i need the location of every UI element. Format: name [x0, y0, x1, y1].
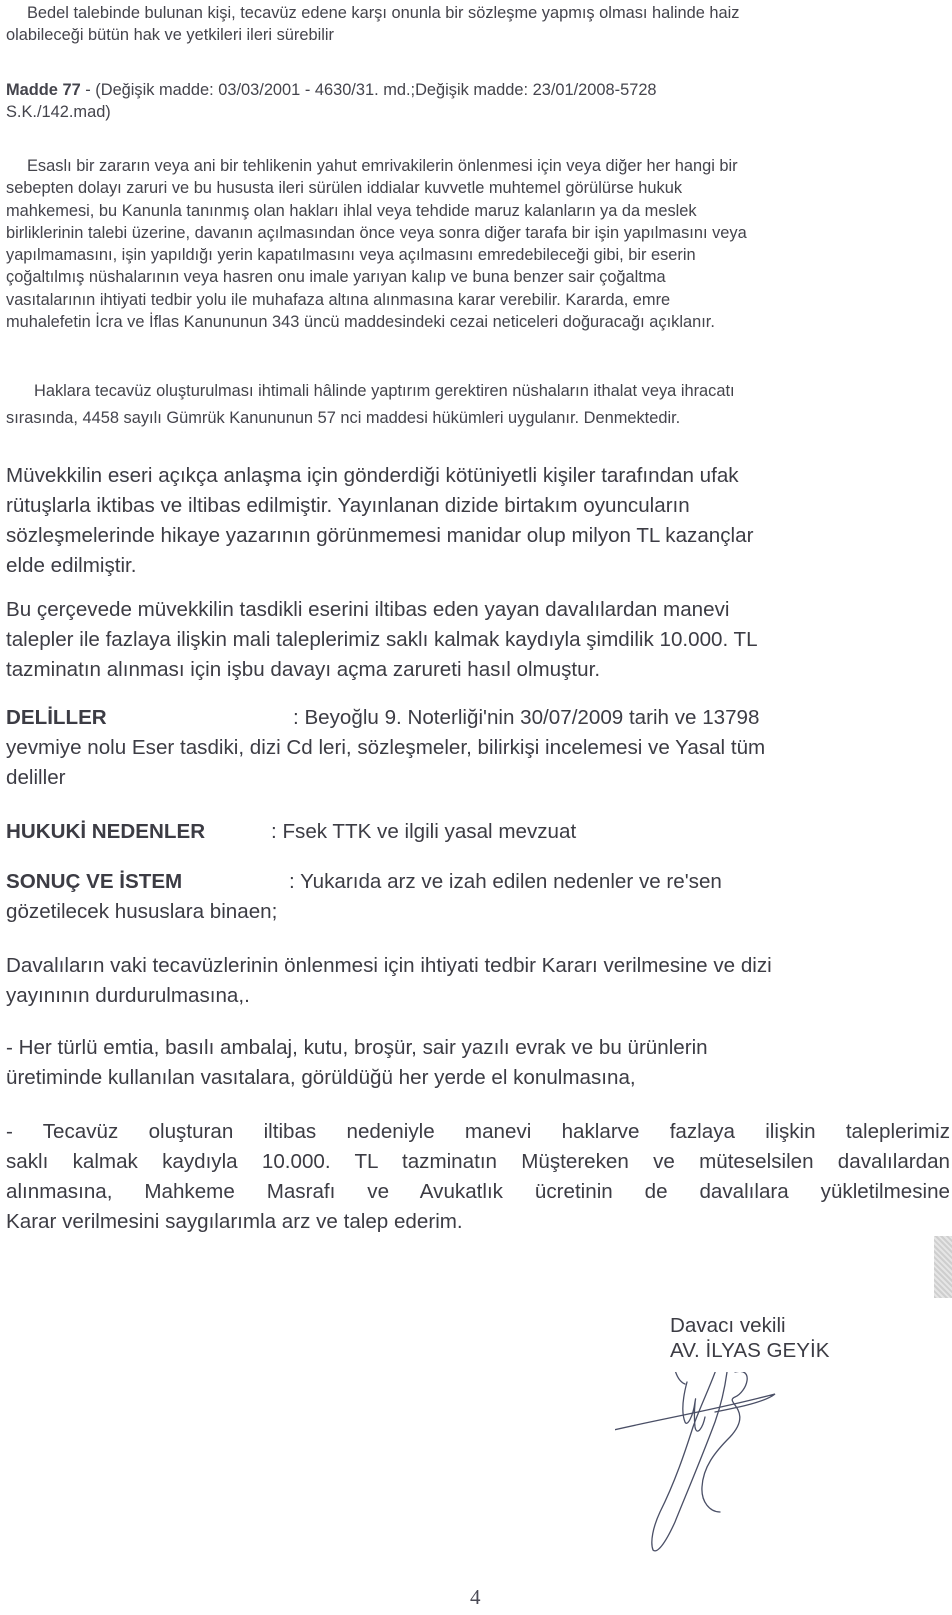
article-77-paragraph-1: [6, 155, 747, 333]
text-line: saklı kalmak kaydıyla 10.000. TL tazminatın Müştereken ve müteselsilen davalılardan: [6, 1150, 950, 1173]
text-line: muhalefetin İcra ve İflas Kanununun 343 üncü maddesindeki cezai neticeleri doğuracağı açıklanır.: [6, 313, 715, 332]
evidence-label: DELİLLER: [6, 706, 107, 729]
article-76-tail: [6, 2, 740, 47]
legal-grounds-label: HUKUKİ NEDENLER: [6, 820, 206, 843]
seizure-request: [6, 1033, 708, 1093]
article-77-amendment: - (Değişik madde: 03/03/2001 - 4630/31. md.;Değişik madde: 23/01/2008-5728: [80, 81, 657, 99]
signature-stroke: [652, 1372, 727, 1551]
text-line: Bu çerçevede müvekkilin tasdikli eserini iltibas eden yayan davalılardan manevi: [6, 598, 730, 621]
signatory-role: Davacı vekili: [670, 1314, 786, 1337]
text-line: sırasında, 4458 sayılı Gümrük Kanununun 57 nci maddesi hükümleri uygulanır. Denmektedir.: [6, 409, 681, 428]
demand-paragraph: [6, 595, 758, 685]
text-line: olabileceği bütün hak ve yetkileri ileri sürebilir: [6, 26, 334, 45]
text-line: alınmasına, Mahkeme Masrafı ve Avukatlık ücretinin de davalılara yükletilmesine: [6, 1180, 950, 1203]
text-line: Haklara tecavüz oluşturulması ihtimali hâlinde yaptırım gerektiren nüshaların ithalat veya ihracatı: [34, 382, 735, 400]
text-line: üretiminde kullanılan vasıtalara, görüldüğü her yerde el konulmasına,: [6, 1066, 636, 1089]
text-line: yapılmamasını, işin yapıldığı yerin kapatılmasını veya açılmasını emredebileceği gibi, bir eserin: [6, 246, 696, 265]
text-line: sözleşmelerinde hikaye yazarının görünmemesi manidar olup milyon TL kazançlar: [6, 524, 754, 547]
signatory-name: AV. İLYAS GEYİK: [670, 1339, 830, 1362]
claim-paragraph: [6, 461, 753, 581]
text-line: Davalıların vaki tecavüzlerinin önlenmesi için ihtiyati tedbir Kararı verilmesine ve dizi: [6, 954, 772, 977]
conclusion-section: [6, 867, 722, 927]
text-line: birliklerinin talebi üzerine, davanın açılmasından önce veya sonra diğer tarafa bir işin yapılmasını veya: [6, 223, 747, 242]
text-line: çoğaltılmış nüshalarının veya hasren onu imale yarıyan kalıp ve buna benzer sair çoğaltma: [6, 268, 666, 287]
article-77-heading: [6, 79, 657, 124]
text-line: elde edilmiştir.: [6, 554, 137, 577]
injunction-request: [6, 951, 772, 1011]
text-line: - Her türlü emtia, basılı ambalaj, kutu, broşür, sair yazılı evrak ve bu ürünlerin: [6, 1036, 708, 1059]
evidence-section: [6, 703, 765, 793]
text-line: yayınının durdurulmasına,.: [6, 984, 250, 1007]
conclusion-value: : Yukarıda arz ve izah edilen nedenler ve re'sen: [289, 870, 722, 893]
evidence-value: : Beyoğlu 9. Noterliği'nin 30/07/2009 tarih ve 13798: [293, 706, 760, 729]
text-line: Müvekkilin eseri açıkça anlaşma için gönderdiği kötüniyetli kişiler tarafından ufak: [6, 464, 739, 487]
text-line: vasıtalarının ihtiyati tedbir yolu ile muhafaza altına alınmasına karar verebilir. Kararda, emre: [6, 290, 671, 309]
text-line: Bedel talebinde bulunan kişi, tecavüz edene karşı onunla bir sözleşme yapmış olması halinde haiz: [27, 4, 740, 22]
compensation-request: [6, 1117, 950, 1237]
text-line: mahkemesi, bu Kanunla tanınmış olan hakları ihlal veya tehdide maruz kalanların ya da meslek: [6, 201, 697, 220]
legal-grounds-section: [6, 817, 576, 847]
text-line: rütuşlarla iktibas ve iltibas edilmiştir. Yayınlanan dizide birtakım oyuncuların: [6, 494, 690, 517]
conclusion-label: SONUÇ VE İSTEM: [6, 870, 183, 893]
article-77-paragraph-2: [6, 380, 735, 430]
signature-block: [670, 1313, 830, 1363]
text-line: Esaslı bir zararın veya ani bir tehlikenin yahut emrivakilerin önlenmesi için veya diğer her hangi bir: [27, 157, 738, 175]
handwritten-signature: [615, 1372, 815, 1572]
legal-grounds-value: : Fsek TTK ve ilgili yasal mevzuat: [271, 820, 577, 843]
signature-stroke: [675, 1372, 685, 1384]
text-line: tazminatın alınması için işbu davayı açma zarureti hasıl olmuştur.: [6, 658, 601, 681]
text-line: yevmiye nolu Eser tasdiki, dizi Cd leri, sözleşmeler, bilirkişi incelemesi ve Yasal tüm: [6, 736, 766, 759]
text-line: Karar verilmesini saygılarımla arz ve talep ederim.: [6, 1210, 463, 1233]
article-77-amendment-cont: S.K./142.mad): [6, 103, 111, 122]
text-line: gözetilecek hususlara binaen;: [6, 900, 278, 923]
article-77-title: Madde 77: [6, 81, 81, 99]
scan-artifact: [934, 1236, 952, 1298]
signature-stroke: [702, 1372, 747, 1512]
page-number: 4: [470, 1585, 481, 1609]
text-line: - Tecavüz oluşturan iltibas nedeniyle manevi haklarve fazlaya ilişkin taleplerimiz: [6, 1120, 950, 1143]
text-line: talepler ile fazlaya ilişkin mali taleplerimiz saklı kalmak kaydıyla şimdilik 10.000. TL: [6, 628, 758, 651]
text-line: deliller: [6, 766, 66, 789]
text-line: sebepten dolayı zaruri ve bu hususta ileri sürülen iddialar kuvvetle muhtemel görülürse hukuk: [6, 179, 683, 198]
